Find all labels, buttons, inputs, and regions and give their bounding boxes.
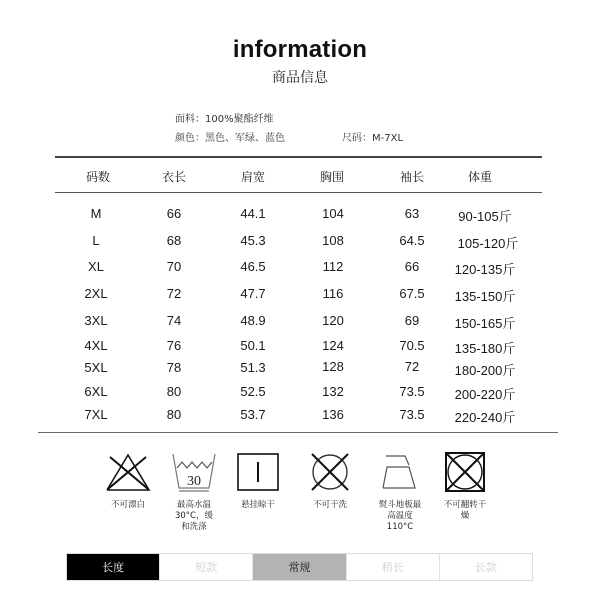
cell-sleeve: 72	[404, 359, 420, 374]
cell-shoulder: 50.1	[240, 338, 266, 353]
cell-chest: 112	[322, 259, 344, 274]
cell-weight: 220-240斤	[454, 410, 516, 425]
no-dry-clean-icon	[290, 452, 370, 492]
cell-chest: 132	[322, 384, 344, 399]
cell-sleeve: 70.5	[399, 338, 425, 353]
column-header-size: 码数	[85, 170, 110, 184]
length-option-long: 长款	[474, 561, 497, 574]
cell-sleeve: 73.5	[399, 407, 425, 422]
cell-shoulder: 46.5	[240, 259, 266, 274]
cell-chest: 124	[322, 338, 344, 353]
material-spec: 面料：100%聚酯纤维	[175, 114, 274, 125]
cell-shoulder: 51.3	[240, 360, 266, 375]
care-item-hang-dry	[218, 452, 298, 511]
cell-chest: 128	[322, 359, 344, 374]
cell-length: 70	[166, 259, 182, 274]
cell-shoulder: 53.7	[240, 407, 266, 422]
cell-sleeve: 66	[404, 259, 420, 274]
care-item-no-dry-clean	[290, 452, 370, 511]
size-range-spec: 尺码：M-7XL	[342, 133, 404, 144]
length-option-slightly-long: 稍长	[347, 554, 440, 580]
cell-size: M	[90, 206, 102, 221]
cell-sleeve: 63	[404, 206, 420, 221]
table-bottom-divider	[38, 432, 558, 433]
cell-shoulder: 48.9	[240, 313, 266, 328]
care-label: 不可干洗	[312, 500, 347, 510]
cell-sleeve: 73.5	[399, 384, 425, 399]
cell-size: 7XL	[84, 407, 108, 422]
cell-length: 68	[166, 233, 182, 248]
cell-chest: 136	[322, 407, 344, 422]
cell-shoulder: 45.3	[240, 233, 266, 248]
cell-length: 72	[166, 286, 182, 301]
table-top-divider	[55, 156, 542, 158]
cell-sleeve: 69	[404, 313, 420, 328]
cell-size: 3XL	[84, 313, 108, 328]
cell-length: 78	[166, 360, 182, 375]
cell-size: 2XL	[84, 286, 108, 301]
cell-sleeve: 67.5	[399, 286, 425, 301]
cell-shoulder: 44.1	[240, 206, 266, 221]
hang-dry-icon	[218, 452, 298, 492]
care-label: 悬挂晾干	[240, 500, 275, 510]
cell-size: 5XL	[84, 360, 108, 375]
length-indicator	[66, 553, 533, 581]
care-label: 熨斗地板最 高温度 110°C	[378, 500, 422, 532]
cell-sleeve: 64.5	[399, 233, 425, 248]
page-subtitle: 商品信息	[272, 70, 328, 86]
cell-weight: 120-135斤	[454, 262, 516, 277]
cell-shoulder: 52.5	[240, 384, 266, 399]
cell-weight: 200-220斤	[454, 387, 516, 402]
cell-weight: 180-200斤	[454, 363, 516, 378]
column-header-chest: 胸围	[319, 170, 344, 184]
care-label: 不可漂白	[110, 500, 145, 510]
cell-length: 80	[166, 407, 182, 422]
cell-length: 74	[166, 313, 182, 328]
cell-chest: 120	[322, 313, 344, 328]
cell-size: 4XL	[84, 338, 108, 353]
length-option-regular: 常规	[253, 554, 346, 580]
cell-length: 80	[166, 384, 182, 399]
care-label: 最高水温 30°C，缓 和洗涤	[174, 500, 213, 532]
color-spec: 颜色：黑色、军绿、蓝色	[175, 133, 285, 144]
length-option-short: 短款	[160, 554, 253, 580]
cell-size: 6XL	[84, 384, 108, 399]
svg-text:30: 30	[187, 474, 201, 489]
cell-chest: 108	[322, 233, 344, 248]
cell-shoulder: 47.7	[240, 286, 266, 301]
column-header-shoulder: 肩宽	[240, 170, 265, 184]
care-label: 不可翻转干 燥	[443, 500, 487, 521]
column-header-weight: 体重	[467, 170, 492, 184]
page-title: information	[232, 36, 368, 63]
cell-weight: 150-165斤	[454, 316, 516, 331]
cell-weight: 135-180斤	[454, 341, 516, 356]
cell-weight: 105-120斤	[457, 236, 519, 251]
care-item-no-tumble-dry	[425, 452, 505, 522]
cell-size: XL	[88, 259, 104, 274]
table-header-divider	[55, 192, 542, 193]
cell-weight: 135-150斤	[454, 289, 516, 304]
cell-chest: 116	[322, 286, 344, 301]
cell-length: 76	[166, 338, 182, 353]
cell-weight: 90-105斤	[458, 209, 512, 224]
cell-size: L	[92, 233, 100, 248]
column-header-sleeve: 袖长	[399, 170, 424, 184]
column-header-length: 衣长	[161, 170, 186, 184]
no-tumble-dry-icon	[425, 452, 505, 492]
length-label: 长度	[67, 554, 160, 580]
cell-chest: 104	[322, 206, 344, 221]
cell-length: 66	[166, 206, 182, 221]
